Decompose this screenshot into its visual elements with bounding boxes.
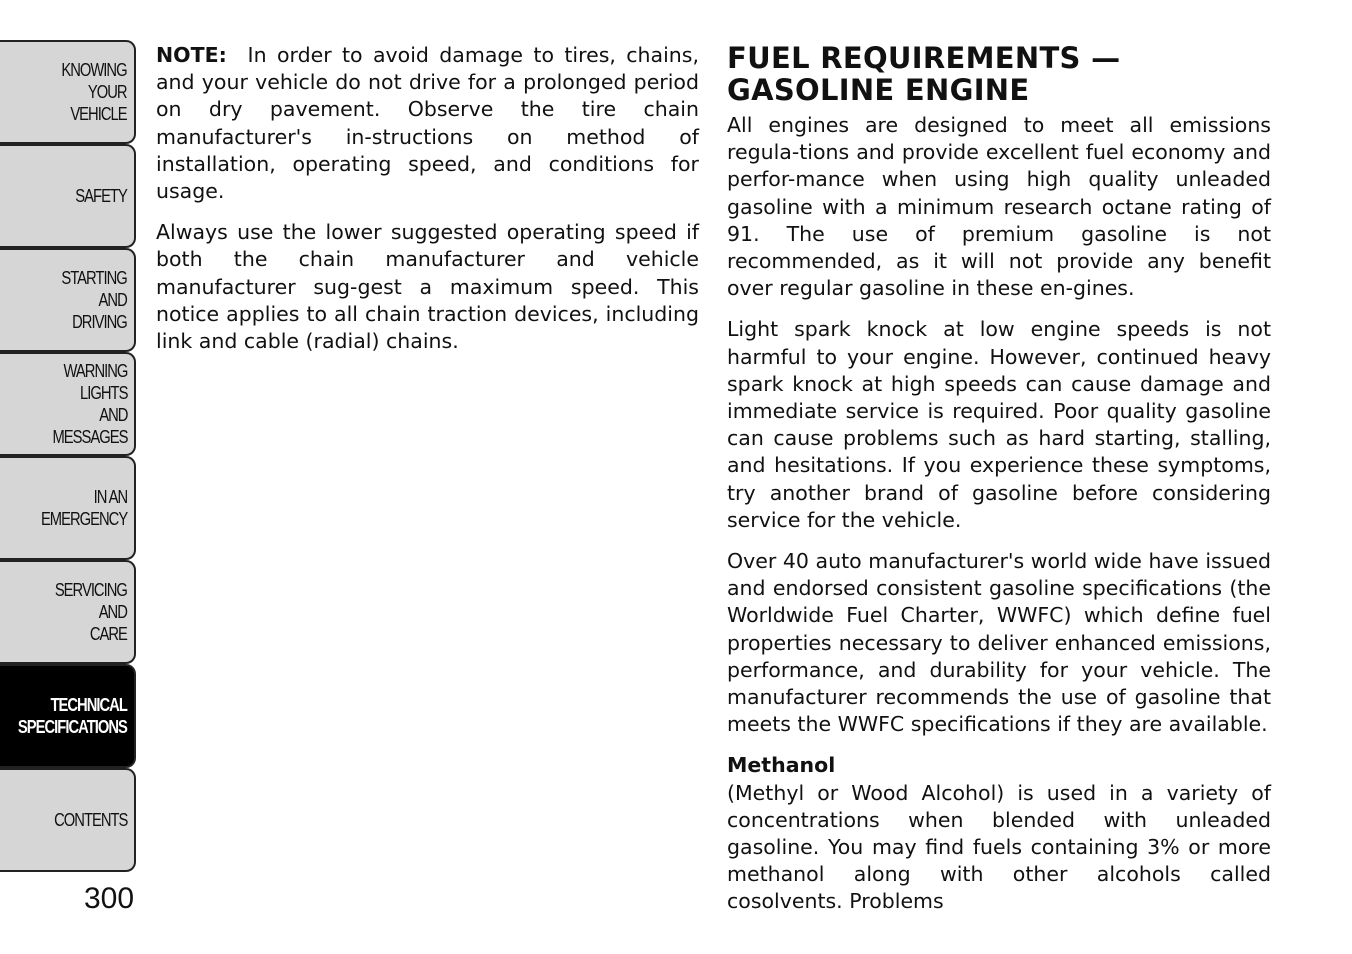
note-label: NOTE:: [156, 43, 227, 67]
chain-speed-paragraph: Always use the lower suggested operating speed if both the chain manufacturer and vehicle manufacturer sug-gest a maximum speed. This notice applies to all chain traction devices, including link and cable (radial) chains.: [156, 220, 699, 354]
methanol-block: [727, 752, 1271, 915]
chapter-tabs: [0, 40, 136, 872]
tab-contents[interactable]: [0, 768, 136, 872]
section-heading: FUEL REQUIREMENTS — GASOLINE ENGINE: [727, 41, 1121, 107]
methanol-heading: Methanol: [727, 753, 836, 778]
right-column: [727, 42, 1271, 930]
tab-knowing-your-vehicle[interactable]: [0, 40, 136, 144]
tab-label: SERVICING AND CARE: [54, 580, 127, 644]
tab-label: STARTING AND DRIVING: [61, 268, 127, 332]
tab-label: WARNING LIGHTS AND MESSAGES: [52, 361, 127, 447]
tab-safety[interactable]: [0, 144, 136, 248]
body-paragraph: Over 40 auto manufacturer's world wide have issued and endorsed consistent gasoline specifications (the Worldwide Fuel Charter, WWFC) which define fuel properties necessary to deliver enhanced emissions, performance, and durability for your vehicle. The manufacturer recommends the use of gasoline that meets the WWFC specifications if they are available.: [727, 549, 1271, 737]
note-paragraph: [156, 42, 699, 205]
tab-technical-specifications[interactable]: [0, 664, 136, 768]
tab-label: CONTENTS: [53, 810, 127, 830]
tab-label: IN AN EMERGENCY: [40, 487, 127, 529]
tab-starting-and-driving[interactable]: [0, 248, 136, 352]
tab-servicing-and-care[interactable]: [0, 560, 136, 664]
methanol-text: (Methyl or Wood Alcohol) is used in a variety of concentrations when blended with unleaded gasoline. You may find fuels containing 3% or more methanol along with other alcohols called cosolvents. Problems: [727, 780, 1271, 914]
body-paragraph: Light spark knock at low engine speeds is not harmful to your engine. However, continued heavy spark knock at high speeds can cause damage and immediate service is required. Poor quality gasoline can cause problems such as hard starting, stalling, and hesitations. If you experience these symptoms, try another brand of gasoline before considering service for the vehicle.: [727, 317, 1271, 532]
tab-label: TECHNICAL SPECIFICATIONS: [18, 695, 127, 737]
body-paragraph: All engines are designed to meet all emissions regula-tions and provide excellent fuel economy and perfor-mance when using high quality unleaded gasoline with a minimum research octane rating of 91. The use of premium gasoline is not recommended, as it will not provide any benefit over regular gasoline in these en-gines.: [727, 113, 1271, 301]
tab-warning-lights[interactable]: [0, 352, 136, 456]
tab-label: KNOWING YOUR VEHICLE: [61, 60, 127, 124]
left-column: [156, 42, 699, 369]
page-number: 300: [84, 882, 135, 915]
tab-label: SAFETY: [75, 186, 127, 206]
tab-in-an-emergency[interactable]: [0, 456, 136, 560]
note-text: In order to avoid damage to tires, chains, and your vehicle do not drive for a prolonged period on dry pavement. Observe the tire chain manufacturer's in-structions on method of installation, operating speed, and conditions for usage.: [156, 43, 699, 204]
